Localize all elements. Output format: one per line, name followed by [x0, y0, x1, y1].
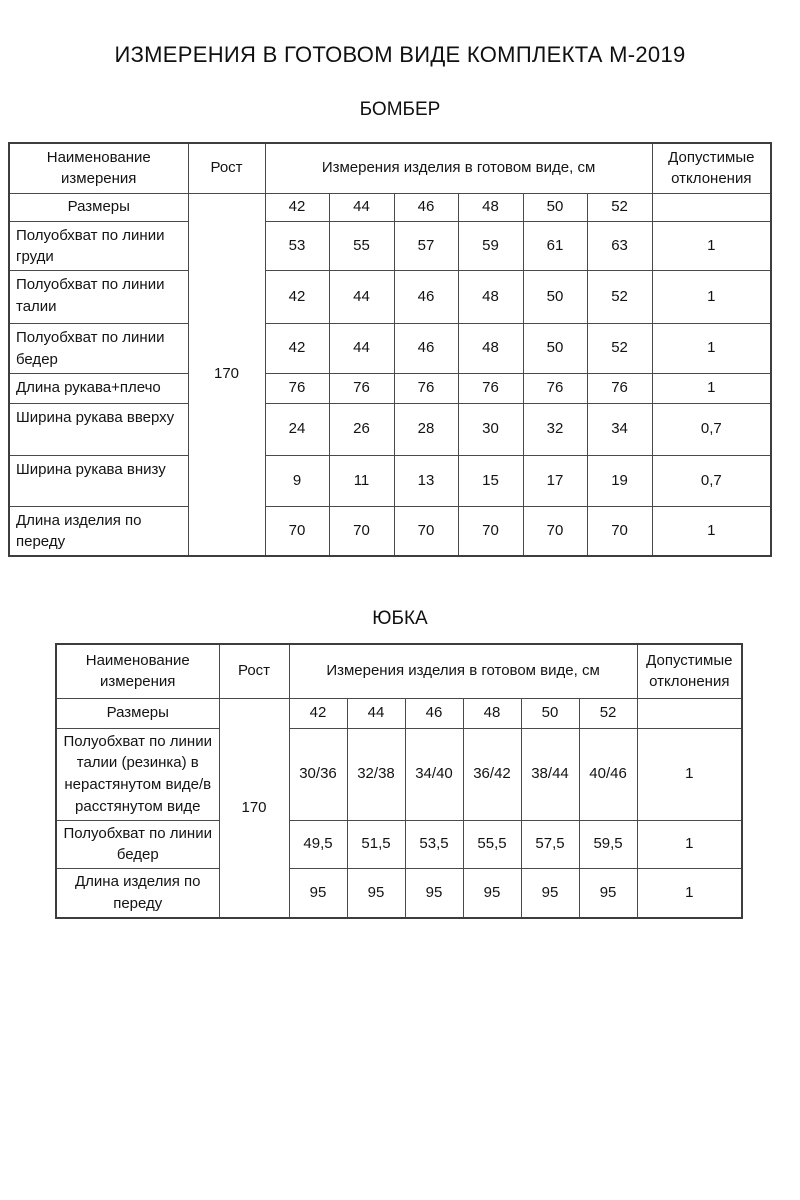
header-measurement-name: Наименование измерения: [56, 644, 219, 698]
header-measurement-name: Наименование измерения: [9, 143, 188, 193]
measurement-value-cell: 17: [523, 455, 587, 506]
table-row: [9, 506, 771, 556]
measurement-value-cell: 95: [521, 869, 579, 918]
header-measurements: Измерения изделия в готовом виде, см: [289, 644, 637, 698]
size-header-cell: 50: [521, 698, 579, 728]
measurement-value-cell: 34: [587, 403, 652, 455]
size-header-cell: 44: [347, 698, 405, 728]
measurement-value-cell: 70: [587, 506, 652, 556]
measurement-value-cell: 42: [265, 271, 329, 324]
measurement-value-cell: 44: [329, 271, 394, 324]
bomber-table: [8, 142, 772, 557]
tolerance-cell: 1: [652, 373, 771, 403]
header-rost: Рост: [219, 644, 289, 698]
measurement-value-cell: 46: [394, 271, 458, 324]
measurement-label-cell: Полуобхват по линии бедер: [56, 820, 219, 869]
tolerance-cell: 0,7: [652, 403, 771, 455]
measurement-value-cell: 48: [458, 271, 523, 324]
measurement-value-cell: 95: [405, 869, 463, 918]
measurement-value-cell: 57: [394, 221, 458, 271]
tolerance-cell: 1: [652, 271, 771, 324]
table-row: [56, 820, 742, 869]
measurement-value-cell: 51,5: [347, 820, 405, 869]
measurement-value-cell: 40/46: [579, 728, 637, 820]
size-header-cell: 46: [394, 193, 458, 221]
measurement-value-cell: 59: [458, 221, 523, 271]
rost-value-cell: 170: [188, 193, 265, 556]
measurement-value-cell: 42: [265, 324, 329, 374]
sizes-row-label: Размеры: [9, 193, 188, 221]
measurement-label-cell: Полуобхват по линии бедер: [9, 324, 188, 374]
measurement-value-cell: 26: [329, 403, 394, 455]
measurement-value-cell: 95: [579, 869, 637, 918]
measurement-value-cell: 9: [265, 455, 329, 506]
measurement-value-cell: 30: [458, 403, 523, 455]
measurement-value-cell: 70: [329, 506, 394, 556]
measurement-value-cell: 76: [265, 373, 329, 403]
measurement-value-cell: 13: [394, 455, 458, 506]
measurement-label-cell: Полуобхват по линии талии: [9, 271, 188, 324]
measurement-label-cell: Длина рукава+плечо: [9, 373, 188, 403]
measurement-value-cell: 55,5: [463, 820, 521, 869]
sizes-row: [9, 193, 771, 221]
header-measurements: Измерения изделия в готовом виде, см: [265, 143, 652, 193]
table-row: [9, 221, 771, 271]
header-tolerance: Допустимые отклонения: [652, 143, 771, 193]
tolerance-cell: 1: [637, 869, 742, 918]
header-tolerance: Допустимые отклонения: [637, 644, 742, 698]
tolerance-cell-empty: [652, 193, 771, 221]
measurement-value-cell: 57,5: [521, 820, 579, 869]
table-row: [56, 728, 742, 820]
measurement-value-cell: 76: [587, 373, 652, 403]
measurement-value-cell: 38/44: [521, 728, 579, 820]
measurement-value-cell: 76: [329, 373, 394, 403]
measurement-value-cell: 49,5: [289, 820, 347, 869]
table-row: [9, 324, 771, 374]
skirt-table: [55, 643, 743, 919]
size-header-cell: 42: [289, 698, 347, 728]
table-row: [9, 403, 771, 455]
measurement-value-cell: 52: [587, 271, 652, 324]
measurement-value-cell: 95: [463, 869, 521, 918]
tolerance-cell: 1: [652, 506, 771, 556]
size-header-cell: 52: [587, 193, 652, 221]
measurement-value-cell: 53,5: [405, 820, 463, 869]
measurement-value-cell: 24: [265, 403, 329, 455]
measurement-value-cell: 76: [394, 373, 458, 403]
measurement-label-cell: Ширина рукава внизу: [9, 455, 188, 506]
measurement-value-cell: 15: [458, 455, 523, 506]
measurement-value-cell: 70: [265, 506, 329, 556]
tolerance-cell: 1: [652, 221, 771, 271]
measurement-value-cell: 76: [523, 373, 587, 403]
measurement-value-cell: 70: [394, 506, 458, 556]
size-header-cell: 48: [463, 698, 521, 728]
measurement-value-cell: 46: [394, 324, 458, 374]
measurement-value-cell: 53: [265, 221, 329, 271]
tolerance-cell: 1: [637, 820, 742, 869]
measurement-value-cell: 48: [458, 324, 523, 374]
measurement-value-cell: 70: [458, 506, 523, 556]
measurement-label-cell: Полуобхват по линии талии (резинка) в нерастянутом виде/в расстянутом виде: [56, 728, 219, 820]
measurement-value-cell: 50: [523, 324, 587, 374]
size-header-cell: 46: [405, 698, 463, 728]
sizes-row: [56, 698, 742, 728]
rost-value-cell: 170: [219, 698, 289, 918]
tolerance-cell: 1: [637, 728, 742, 820]
measurement-value-cell: 50: [523, 271, 587, 324]
table-row: [9, 373, 771, 403]
table-title-skirt: ЮБКА: [372, 608, 428, 629]
measurement-value-cell: 30/36: [289, 728, 347, 820]
measurement-value-cell: 32: [523, 403, 587, 455]
tolerance-cell: 1: [652, 324, 771, 374]
size-header-cell: 50: [523, 193, 587, 221]
measurement-value-cell: 11: [329, 455, 394, 506]
size-header-cell: 48: [458, 193, 523, 221]
measurement-value-cell: 59,5: [579, 820, 637, 869]
measurement-value-cell: 61: [523, 221, 587, 271]
sizes-row-label: Размеры: [56, 698, 219, 728]
measurement-value-cell: 52: [587, 324, 652, 374]
table-row: [9, 271, 771, 324]
size-header-cell: 52: [579, 698, 637, 728]
header-row: [56, 644, 742, 698]
table-title-bomber: БОМБЕР: [359, 99, 441, 120]
measurement-value-cell: 32/38: [347, 728, 405, 820]
measurement-value-cell: 63: [587, 221, 652, 271]
table-row: [56, 869, 742, 918]
measurement-value-cell: 19: [587, 455, 652, 506]
table-row: [9, 455, 771, 506]
measurement-value-cell: 70: [523, 506, 587, 556]
measurement-label-cell: Длина изделия по переду: [9, 506, 188, 556]
measurement-value-cell: 36/42: [463, 728, 521, 820]
measurement-value-cell: 34/40: [405, 728, 463, 820]
page-title: ИЗМЕРЕНИЯ В ГОТОВОМ ВИДЕ КОМПЛЕКТА М-2019: [114, 42, 686, 67]
measurement-label-cell: Длина изделия по переду: [56, 869, 219, 918]
measurement-value-cell: 76: [458, 373, 523, 403]
tolerance-cell: 0,7: [652, 455, 771, 506]
header-rost: Рост: [188, 143, 265, 193]
header-row: [9, 143, 771, 193]
size-header-cell: 44: [329, 193, 394, 221]
measurement-value-cell: 95: [289, 869, 347, 918]
size-header-cell: 42: [265, 193, 329, 221]
measurement-label-cell: Полуобхват по линии груди: [9, 221, 188, 271]
measurement-value-cell: 28: [394, 403, 458, 455]
measurement-label-cell: Ширина рукава вверху: [9, 403, 188, 455]
measurement-value-cell: 55: [329, 221, 394, 271]
tolerance-cell-empty: [637, 698, 742, 728]
measurement-value-cell: 44: [329, 324, 394, 374]
measurement-value-cell: 95: [347, 869, 405, 918]
